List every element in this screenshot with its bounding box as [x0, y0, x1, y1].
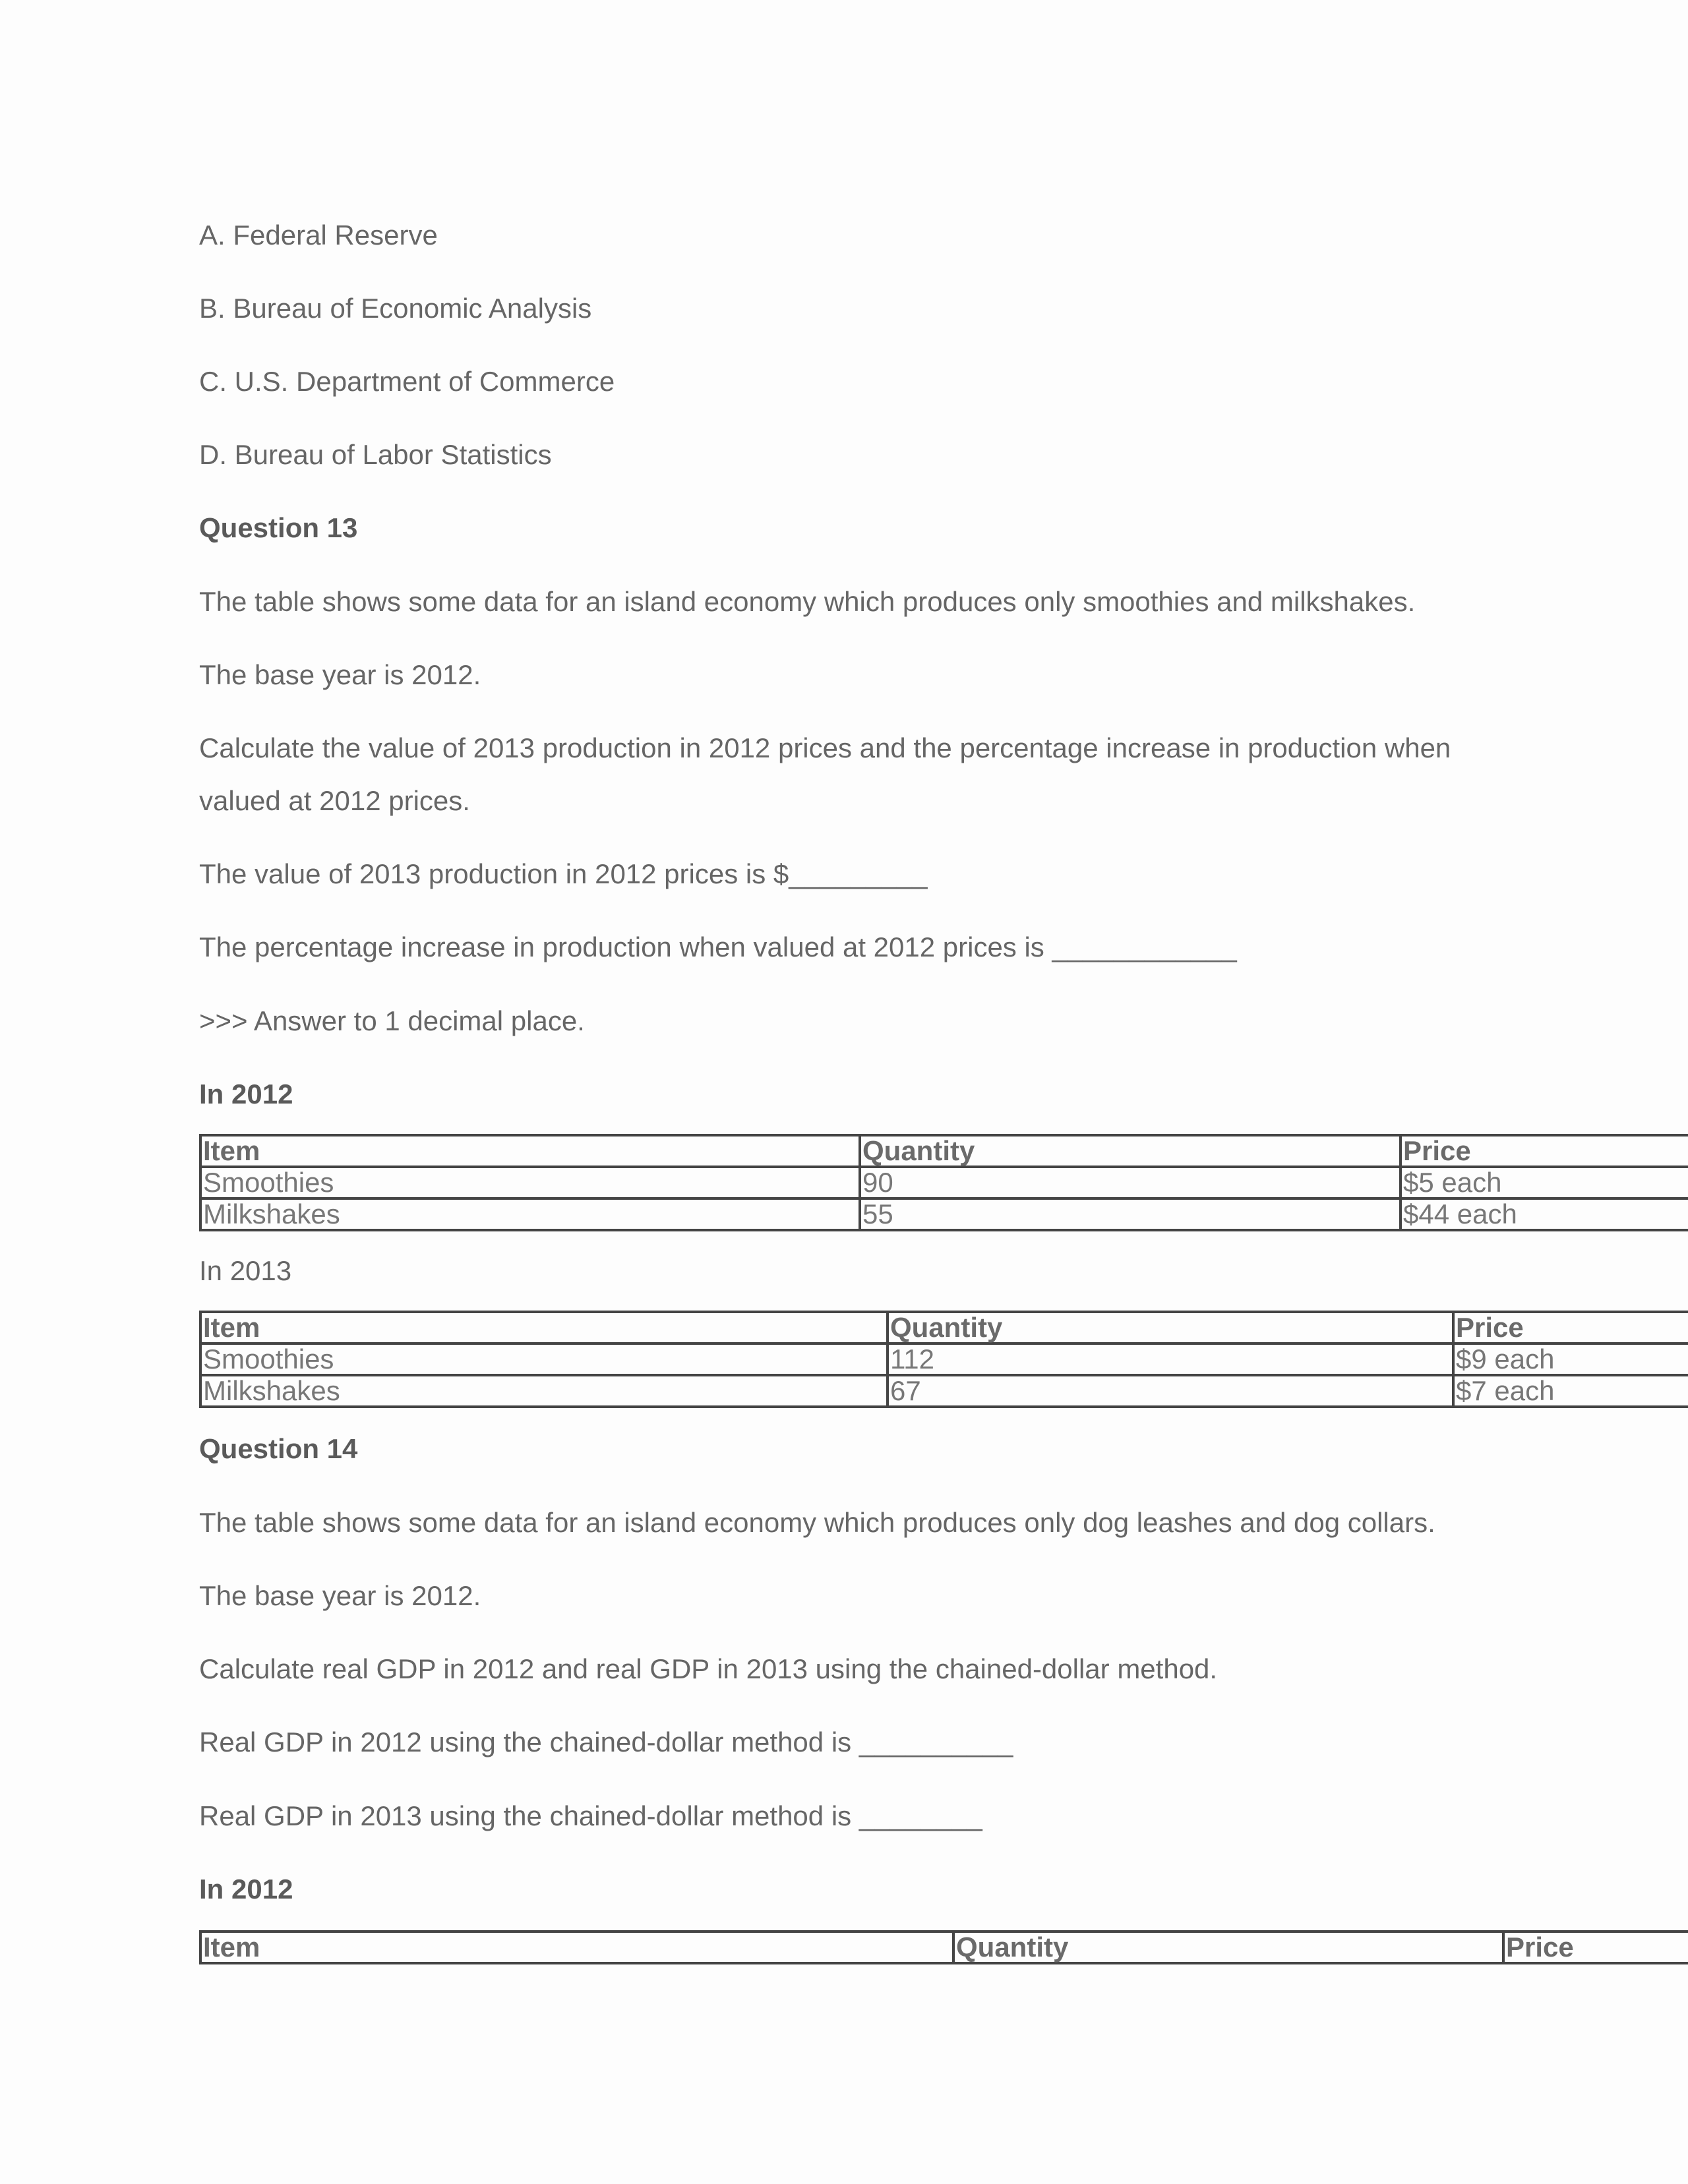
cell-quantity: 55: [860, 1198, 1401, 1230]
cell-price: $7 each: [1453, 1375, 1688, 1407]
header-quantity: Quantity: [953, 1932, 1503, 1963]
cell-item: Milkshakes: [200, 1375, 888, 1407]
header-price: Price: [1503, 1932, 1688, 1963]
table-row: [200, 1198, 1688, 1230]
question-13-heading: Question 13: [199, 512, 358, 543]
question-14-instruction: Calculate real GDP in 2012 and real GDP in 2013 using the chained-dollar method.: [199, 1653, 1218, 1684]
table-header-row: [200, 1135, 1688, 1167]
question-13-year-2013-label: In 2013: [199, 1255, 292, 1286]
question-14-intro: The table shows some data for an island economy which produces only dog leashes and dog collars.: [199, 1507, 1435, 1538]
table-2012-smoothies-milkshakes: [199, 1134, 1688, 1231]
table-row: [200, 1343, 1688, 1375]
cell-quantity: 112: [888, 1343, 1453, 1375]
header-quantity: Quantity: [888, 1312, 1453, 1343]
table-header-row: [200, 1312, 1688, 1343]
table-2013-smoothies-milkshakes: [199, 1311, 1688, 1408]
question-14-heading: Question 14: [199, 1433, 358, 1464]
table-row: [200, 1375, 1688, 1407]
option-d: D. Bureau of Labor Statistics: [199, 439, 552, 470]
header-item: Item: [200, 1312, 888, 1343]
option-c: C. U.S. Department of Commerce: [199, 366, 615, 397]
option-b: B. Bureau of Economic Analysis: [199, 293, 592, 324]
question-13-value-blank: The value of 2013 production in 2012 prices is $_________: [199, 858, 928, 889]
cell-price: $44 each: [1401, 1198, 1688, 1230]
cell-quantity: 90: [860, 1167, 1401, 1198]
question-13-base-year: The base year is 2012.: [199, 659, 481, 690]
header-quantity: Quantity: [860, 1135, 1401, 1167]
cell-price: $9 each: [1453, 1343, 1688, 1375]
cell-price: $5 each: [1401, 1167, 1688, 1198]
option-a: A. Federal Reserve: [199, 220, 438, 251]
cell-item: Smoothies: [200, 1167, 860, 1198]
header-price: Price: [1401, 1135, 1688, 1167]
question-13-percentage-blank: The percentage increase in production when valued at 2012 prices is ____________: [199, 931, 1237, 962]
header-item: Item: [200, 1135, 860, 1167]
table-header-row: [200, 1932, 1688, 1963]
header-item: Item: [200, 1932, 953, 1963]
header-price: Price: [1453, 1312, 1688, 1343]
question-13-instruction-line-1: Calculate the value of 2013 production in 2012 prices and the percentage increase in production when: [199, 732, 1451, 763]
table-row: [200, 1167, 1688, 1198]
table-2012-dog-leashes-collars: [199, 1930, 1688, 1964]
question-13-note: >>> Answer to 1 decimal place.: [199, 1005, 585, 1036]
question-13-intro: The table shows some data for an island economy which produces only smoothies and milkshakes.: [199, 586, 1416, 617]
cell-quantity: 67: [888, 1375, 1453, 1407]
question-13-year-2012-label: In 2012: [199, 1078, 293, 1109]
question-14-base-year: The base year is 2012.: [199, 1580, 481, 1611]
cell-item: Smoothies: [200, 1343, 888, 1375]
question-14-year-2012-label: In 2012: [199, 1874, 293, 1904]
question-13-instruction-line-2: valued at 2012 prices.: [199, 785, 470, 816]
cell-item: Milkshakes: [200, 1198, 860, 1230]
question-14-real-gdp-2012-blank: Real GDP in 2012 using the chained-dollar method is __________: [199, 1727, 1013, 1757]
question-14-real-gdp-2013-blank: Real GDP in 2013 using the chained-dollar method is ________: [199, 1800, 982, 1831]
